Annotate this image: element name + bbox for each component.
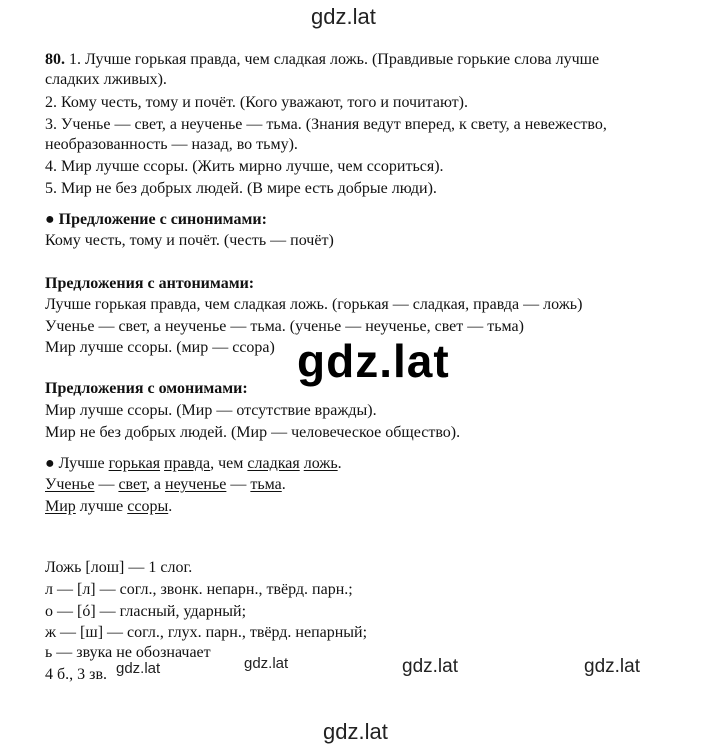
phonetic-line-5: ь — звука не обозначает — [45, 644, 211, 661]
parsed-text: — — [226, 476, 251, 493]
watermark-top: gdz.lat — [311, 4, 376, 29]
task-line-6: 4. Мир лучше ссоры. (Жить мирно лучше, чем ссориться). — [45, 158, 444, 175]
synonyms-line: Кому честь, тому и почёт. (честь — почёт) — [45, 232, 334, 249]
watermark-bottom-2: gdz.lat — [244, 655, 289, 672]
parsed-text: лучше — [75, 498, 128, 515]
phonetic-line-1: Ложь [лош] — 1 слог. — [45, 559, 193, 576]
task-line-7: 5. Мир не без добрых людей. (В мире есть добрые люди). — [45, 180, 437, 197]
parsed-text: , чем — [210, 455, 248, 472]
underlined-word: горькая — [108, 455, 161, 472]
phonetic-line-2: л — [л] — согл., звонк. непарн., твёрд. парн.; — [45, 581, 353, 598]
antonyms-line-3: Мир лучше ссоры. (мир — ссора) — [45, 339, 275, 356]
watermark-bottom-3: gdz.lat — [402, 656, 458, 677]
phonetic-line-4: ж — [ш] — согл., глух. парн., твёрд. непарный; — [45, 624, 368, 641]
homonyms-line-1: Мир лучше ссоры. (Мир — отсутствие вражды). — [45, 402, 377, 419]
antonyms-heading: Предложения с антонимами: — [45, 275, 255, 292]
task-line-3: 2. Кому честь, тому и почёт. (Кого уважают, того и почитают). — [45, 94, 468, 111]
underlined-word: Мир — [45, 498, 76, 515]
task-number: 80. — [45, 51, 65, 68]
phonetic-line-6: 4 б., 3 зв. — [45, 666, 108, 683]
homonyms-heading: Предложения с омонимами: — [45, 380, 248, 397]
task-line-2: сладких лживых). — [45, 71, 167, 88]
parsed-sentence-2 — [45, 474, 286, 496]
antonyms-line-1: Лучше горькая правда, чем сладкая ложь. (горькая — сладкая, правда — ложь) — [45, 296, 583, 313]
watermark-bottom: gdz.lat — [323, 719, 388, 744]
watermark-bottom-4: gdz.lat — [584, 656, 640, 677]
synonyms-heading: ● Предложение с синонимами: — [45, 211, 267, 228]
parsed-text: — — [94, 476, 119, 493]
phonetic-line-3: о — [ó] — гласный, ударный; — [45, 603, 247, 620]
homonyms-line-2: Мир не без добрых людей. (Мир — человеческое общество). — [45, 424, 461, 441]
underlined-word: свет — [118, 476, 146, 493]
parsed-text: , а — [145, 476, 165, 493]
parsed-sentence-3 — [45, 496, 172, 518]
parsed-sentence-1 — [45, 453, 342, 475]
task-line-4: 3. Ученье — свет, а неученье — тьма. (Знания ведут вперед, к свету, а невежество, — [45, 116, 607, 133]
underlined-word: ложь — [303, 455, 338, 472]
parsed-text: . — [337, 455, 342, 472]
task-line-1 — [45, 49, 599, 71]
underlined-word: неученье — [165, 476, 227, 493]
watermark-center: gdz.lat — [297, 335, 450, 387]
parsed-text: ● Лучше — [45, 455, 109, 472]
antonyms-line-2: Ученье — свет, а неученье — тьма. (ученье — неученье, свет — тьма) — [45, 318, 524, 335]
task-text: 1. Лучше горькая правда, чем сладкая ложь. (Правдивые горькие слова лучше — [65, 51, 600, 68]
underlined-word: сладкая — [247, 455, 300, 472]
parsed-text: . — [168, 498, 173, 515]
task-line-5: необразованность — назад, во тьму). — [45, 136, 298, 153]
parsed-text: . — [281, 476, 286, 493]
underlined-word: правда — [164, 455, 211, 472]
watermark-bottom-1: gdz.lat — [116, 660, 161, 677]
underlined-word: Ученье — [45, 476, 95, 493]
underlined-word: ссоры — [127, 498, 169, 515]
underlined-word: тьма — [250, 476, 282, 493]
